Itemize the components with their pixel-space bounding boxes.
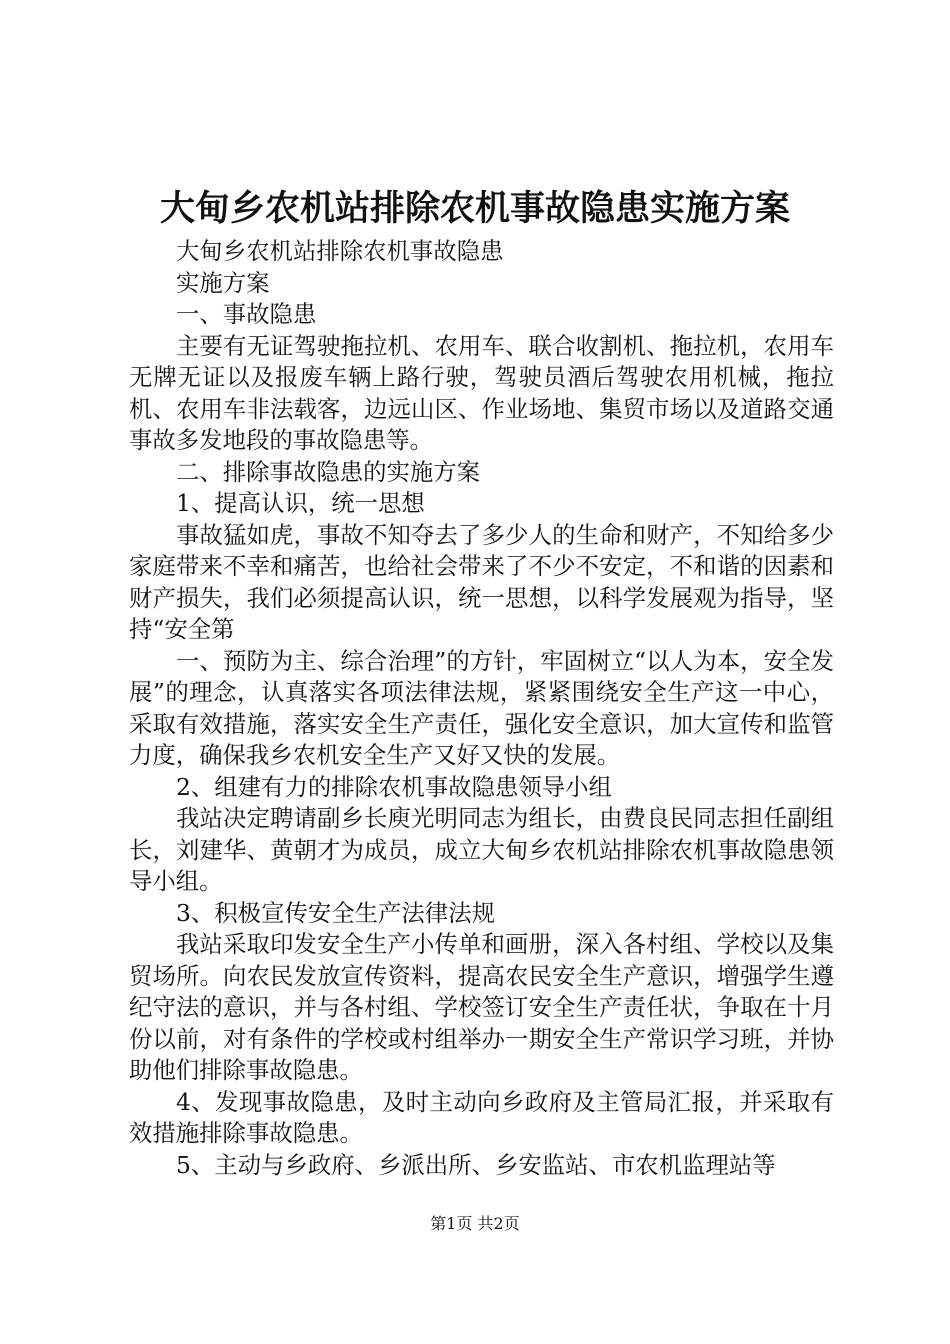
paragraph: 一、预防为主、综合治理”的方针，牢固树立“以人为本，安全发展”的理念，认真落实各项法律法规，紧紧围绕安全生产这一中心，采取有效措施，落实安全生产责任，强化安全意识，加大宣传和监管力度，确保我乡农机安全生产又好又快的发展。	[129, 646, 834, 769]
subsection-heading: 2、组建有力的排除农机事故隐患领导小组	[176, 772, 612, 801]
paragraph: 主要有无证驾驶拖拉机、农用车、联合收割机、拖拉机，农用车无牌无证以及报废车辆上路行驶，驾驶员酒后驾驶农用机械，拖拉机、农用车非法载客，边远山区、作业场地、集贸市场以及道路交通事故多发地段的事故隐患等。	[129, 331, 834, 454]
document-body	[129, 236, 834, 1181]
page-number-footer: 第1页 共2页	[430, 1214, 520, 1233]
paragraph-subtitle-2: 实施方案	[176, 268, 270, 297]
paragraph: 4、发现事故隐患，及时主动向乡政府及主管局汇报，并采取有效措施排除事故隐患。	[129, 1087, 834, 1147]
paragraph: 我站采取印发安全生产小传单和画册，深入各村组、学校以及集贸场所。向农民发放宣传资料，提高农民安全生产意识，增强学生遵纪守法的意识，并与各村组、学校签订安全生产责任状，争取在十月份以前，对有条件的学校或村组举办一期安全生产常识学习班，并协助他们排除事故隐患。	[129, 930, 834, 1084]
paragraph-subtitle-1: 大甸乡农机站排除农机事故隐患	[176, 237, 504, 265]
paragraph: 事故猛如虎，事故不知夺去了多少人的生命和财产，不知给多少家庭带来不幸和痛苦，也给社会带来了不少不安定，不和谐的因素和财产损失，我们必须提高认识，统一思想，以科学发展观为指导，坚持“安全第	[129, 520, 834, 643]
subsection-heading: 1、提高认识，统一思想	[176, 489, 425, 517]
section-heading-2: 二、排除事故隐患的实施方案	[176, 457, 481, 486]
section-heading-1: 一、事故隐患	[176, 300, 317, 328]
paragraph: 我站决定聘请副乡长庾光明同志为组长，由费良民同志担任副组长，刘建华、黄朝才为成员，成立大甸乡农机站排除农机事故隐患领导小组。	[129, 804, 834, 895]
document-title: 大甸乡农机站排除农机事故隐患实施方案	[159, 189, 790, 229]
subsection-heading: 3、积极宣传安全生产法律法规	[176, 898, 495, 927]
paragraph: 5、主动与乡政府、乡派出所、乡安监站、市农机监理站等	[176, 1150, 776, 1179]
